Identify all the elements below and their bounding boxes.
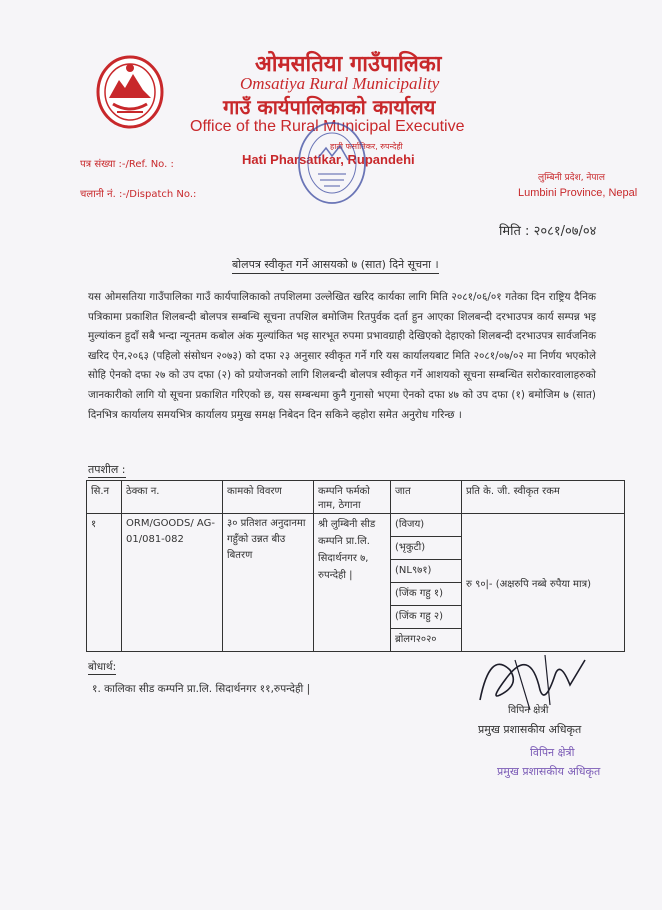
header-company: कम्पनि फर्मको नाम, ठेगाना xyxy=(314,481,391,514)
cell-variety-2: (भृकुटी) xyxy=(391,537,462,560)
province-nepali: लुम्बिनी प्रदेश, नेपाल xyxy=(538,173,605,183)
cell-variety-1: (विजय) xyxy=(391,514,462,537)
letter-date: मिति : २०८१/०७/०४ xyxy=(499,224,597,239)
cell-rate: रु ९०|- (अक्षरुपि नब्बे रुपैया मात्र) xyxy=(462,514,625,652)
header-sn: सि.न xyxy=(87,481,122,514)
cell-variety-5: (जिंक गहु २) xyxy=(391,606,462,629)
header-description: कामको विवरण xyxy=(223,481,314,514)
cell-sn: १ xyxy=(87,514,122,652)
stamp-signatory-title: प्रमुख प्रशासकीय अधिकृत xyxy=(497,765,601,778)
cell-variety-4: (जिंक गहु १) xyxy=(391,583,462,606)
cell-company: श्री लुम्बिनी सीड कम्पनि प्रा.लि. सिदार्थनगर ७, रुपन्देही | xyxy=(314,514,391,652)
province-english: Lumbini Province, Nepal xyxy=(518,187,638,199)
office-stamp-seal xyxy=(296,118,368,208)
municipality-name-nepali: ओमसतिया गाउँपालिका xyxy=(255,52,442,77)
municipality-emblem-logo xyxy=(95,54,165,130)
office-name-nepali: गाउँ कार्यपालिकाको कार्यालय xyxy=(223,95,436,119)
address-nepali: हाती फर्सातिकर, रुपन्देही xyxy=(330,142,403,151)
signatory-title: प्रमुख प्रशासकीय अधिकृत xyxy=(478,723,582,736)
table-title: तपशील : xyxy=(88,463,126,476)
cell-variety-3: (NL९७१) xyxy=(391,560,462,583)
header-variety: जात xyxy=(391,481,462,514)
cell-variety-6: ब्रोलग२०२० xyxy=(391,629,462,652)
cc-item: १. कालिका सीड कम्पनि प्रा.लि. सिदार्थनगर ११,रुपन्देही | xyxy=(92,683,311,695)
dispatch-number-label: चलानी नं. :-/Dispatch No.: xyxy=(80,189,197,200)
reference-number-label: पत्र संख्या :-/Ref. No. : xyxy=(80,159,174,170)
stamp-signatory-name: विपिन क्षेत्री xyxy=(530,746,575,759)
notice-body: यस ओमसतिया गाउँपालिका गाउँ कार्यपालिकाको तपशिलमा उल्लेखित खरिद कार्यका लागि मिति २०८१/०६/०१ गतेका दिन राष्ट्रिय दैनिक पत्रिकामा प्रकाशित शिलबन्दी बोलपत्र सम्बन्धि सूचना तपशिल बमोजिम रितपुर्वक दर्ता हुन आएका शिलबन्दी दरभाउपत्र कार्य सम्पन्न भइ मुल्यांकन हुदाँ सबै भन्दा न्यूनतम कबोल अंक मुल्यांकित भइ सारभूत रुपमा प्रभावग्राही देखिएको देहाएको शिलबन्दी दरभाउपत्र सार्वजनिक खरिद ऐन,२०६३ (पहिलो संसोधन २०७३) को दफा २३ अनुसार स्वीकृत गर्ने गरि यस कार्यालयबाट मिति २०८१/०७/०२ मा निर्णय भएकोले सोहि ऐनको दफा २७ को उप दफा (२) को प्रयोजनको लागि शिलबन्दी बोलपत्र स्वीकृत गर्ने आशयको सूचना सम्बन्धित सरोकारवालाहरुको जानकारीको लागि यो सूचना प्रकाशित गरिएको छ, यस सम्बन्धमा कुनै गुनासो भएमा ऐनको दफा ४७ को उप दफा (१) बमोजिम ७ (सात) दिनभित्र कार्यालय समयभित्र कार्यालय प्रमुख समक्ष निबेदन दिन सकिने व्हहोरा समेत अनुरोध गरिन्छ । xyxy=(88,291,596,421)
table-header-row xyxy=(87,481,625,514)
address-english: Hati Pharsatikar, Rupandehi xyxy=(242,152,415,167)
signatory-name: विपिन क्षेत्री xyxy=(508,705,549,716)
cell-description: ३० प्रतिशत अनुदानमा गहुँको उन्नत बीउ बितरण xyxy=(223,514,314,652)
header-contract-no: ठेक्का न. xyxy=(122,481,223,514)
subject-line: बोलपत्र स्वीकृत गर्ने आसयको ७ (सात) दिने सूचना । xyxy=(232,257,439,274)
table-row xyxy=(87,514,625,537)
municipality-name-english: Omsatiya Rural Municipality xyxy=(240,74,440,93)
header-rate: प्रति के. जी. स्वीकृत रकम xyxy=(462,481,625,514)
office-name-english: Office of the Rural Municipal Executive xyxy=(190,118,465,135)
tender-details-table xyxy=(86,480,625,652)
cc-title: बोधार्थ: xyxy=(88,661,117,673)
cell-contract-no: ORM/GOODS/ AG-01/081-082 xyxy=(122,514,223,652)
